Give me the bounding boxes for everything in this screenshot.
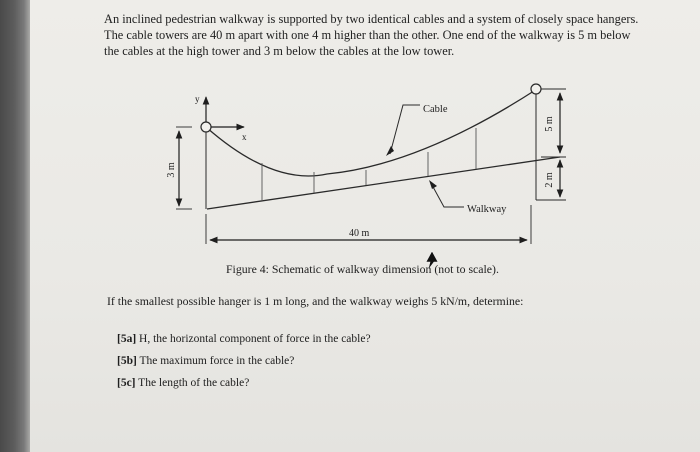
left-height-label: 3 m [166, 162, 177, 178]
walkway-leader-head [429, 180, 437, 189]
part-tag: [5a] [117, 333, 137, 345]
right-lower-height-label: 2 m [544, 172, 555, 188]
cable-curve [206, 89, 537, 176]
question-prompt: If the smallest possible hanger is 1 m long, and the walkway weighs 5 kN/m, determine: [107, 294, 524, 308]
cable-label: Cable [423, 104, 448, 115]
hangers [262, 128, 476, 201]
high-tower-support [531, 84, 541, 94]
span-label: 40 m [349, 228, 370, 239]
low-tower-support [201, 122, 211, 132]
part-5a [117, 333, 371, 345]
part-text: H, the horizontal component of force in the cable? [136, 333, 371, 345]
cable-leader [390, 105, 420, 154]
part-text: The maximum force in the cable? [136, 355, 295, 367]
intro-line-3: the cables at the high tower and 3 m below the cables at the low tower. [104, 44, 455, 58]
part-5c [117, 377, 249, 389]
part-5b [117, 355, 294, 367]
axis-y-label: y [195, 94, 200, 104]
walkway-label: Walkway [467, 204, 507, 215]
figure-caption: Figure 4: Schematic of walkway dimension (not to scale). [226, 262, 499, 276]
right-upper-height-label: 5 m [544, 116, 555, 132]
walkway-deck [207, 157, 560, 209]
part-text: The length of the cable? [135, 377, 250, 389]
part-tag: [5b] [117, 355, 137, 367]
cable-leader-head [386, 146, 394, 156]
part-tag: [5c] [117, 377, 136, 389]
axis-x-label: x [242, 132, 247, 142]
walkway-leader [432, 185, 464, 207]
intro-line-1: An inclined pedestrian walkway is supported by two identical cables and a system of closely space hangers. [104, 12, 639, 26]
intro-line-2: The cable towers are 40 m apart with one 4 m higher than the other. One end of the walkway is 5 m below [104, 28, 631, 42]
